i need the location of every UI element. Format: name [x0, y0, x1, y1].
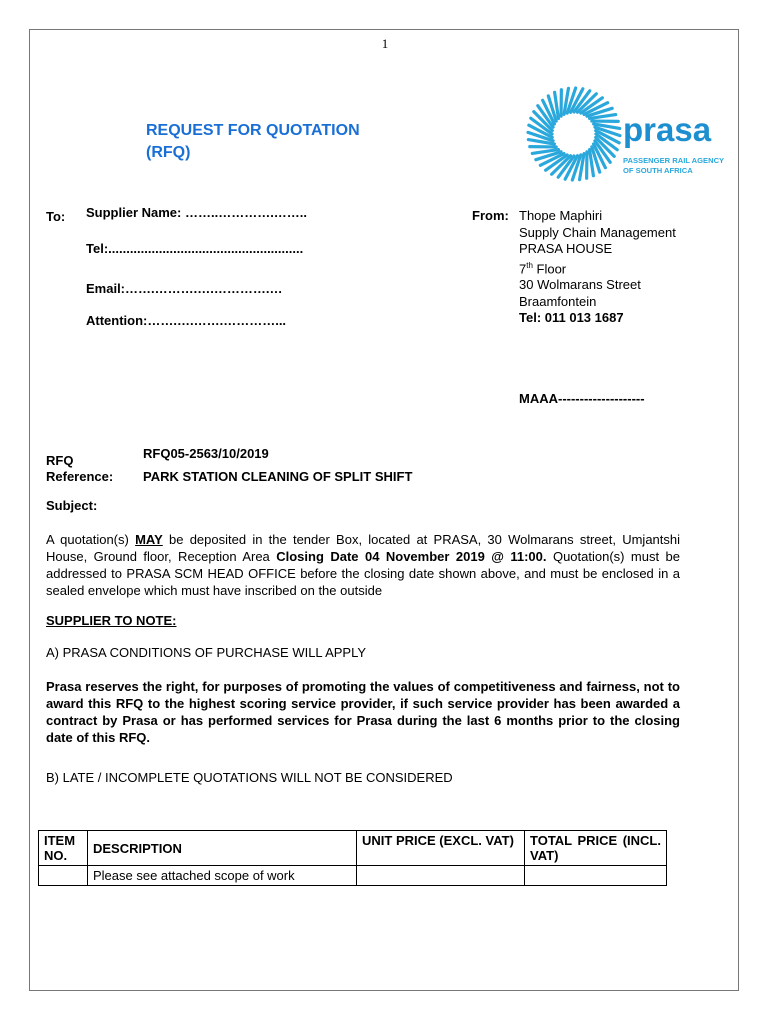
email-field: Email:…….……….….………….…	[86, 281, 283, 296]
condition-b: B) LATE / INCOMPLETE QUOTATIONS WILL NOT BE CONSIDERED	[46, 770, 453, 785]
from-tel: Tel: 011 013 1687	[519, 310, 624, 326]
reserve-paragraph: Prasa reserves the right, for purposes of promoting the values of competitiveness and fairness, not to award this RFQ to the highest scoring service provider, if such service provider has been awarded a contract by Prasa or has performed services for Prasa during the last 6 months prior to the closing date of this RFQ.	[46, 679, 680, 745]
may-emphasis: MAY	[135, 532, 163, 547]
reference-label: Reference:	[46, 469, 114, 484]
quotation-paragraph	[46, 531, 680, 599]
from-floor	[519, 258, 676, 278]
logo-brand-text: prasa	[623, 111, 712, 148]
floor-number: 7	[519, 260, 527, 276]
title-line-1: REQUEST FOR QUOTATION	[146, 122, 360, 139]
page-number: 1	[381, 36, 389, 51]
header-item-no: ITEM NO.	[39, 831, 88, 866]
supplier-note-heading: SUPPLIER TO NOTE:	[46, 613, 177, 628]
tel-field: Tel:......................................................	[86, 241, 304, 256]
header-unit-price: UNIT PRICE (EXCL. VAT)	[357, 831, 525, 866]
prasa-swirl-icon	[528, 88, 620, 180]
condition-a: A) PRASA CONDITIONS OF PURCHASE WILL APPLY	[46, 645, 367, 660]
table-row	[39, 866, 667, 886]
logo-tagline-2: OF SOUTH AFRICA	[623, 166, 693, 175]
supplier-name-field: Supplier Name: ……..………….……..	[86, 205, 308, 220]
rfq-title: PARK STATION CLEANING OF SPLIT SHIFT	[143, 469, 413, 484]
table-header-row	[39, 831, 667, 866]
cell-item-no	[39, 866, 88, 886]
from-suburb: Braamfontein	[519, 293, 597, 309]
from-label: From:	[472, 208, 509, 223]
header-description: DESCRIPTION	[88, 831, 357, 866]
title-line-2: (RFQ)	[146, 144, 191, 161]
header-total-price: TOTAL PRICE (INCL. VAT)	[525, 831, 667, 866]
floor-suffix: th	[526, 260, 533, 270]
quotation-table	[38, 830, 667, 886]
subject-label: Subject:	[46, 498, 98, 513]
closing-date: Closing Date 04 November 2019 @ 11:00.	[276, 549, 547, 564]
quotation-text-3: Quotation(s) must be addressed to PRASA SCM HEAD OFFICE before the closing date shown above, and must be enclosed in a sealed envelope which must have inscribed on the outside	[46, 549, 681, 598]
rfq-label: RFQ	[46, 453, 74, 468]
attention-field: Attention:…….….…….…………...	[86, 313, 287, 328]
logo-tagline-1: PASSENGER RAIL AGENCY	[623, 156, 725, 165]
cell-unit-price	[357, 866, 525, 886]
document-title	[146, 120, 360, 164]
maaa-reference: MAAA--------------------	[519, 391, 645, 406]
cell-description: Please see attached scope of work	[88, 866, 357, 886]
from-department: Supply Chain Management	[519, 224, 676, 240]
quotation-text-1: A quotation(s)	[46, 532, 136, 547]
rfq-number: RFQ05-2563/10/2019	[143, 446, 269, 461]
from-name: Thope Maphiri	[519, 208, 603, 223]
from-building: PRASA HOUSE	[519, 241, 613, 256]
quotation-text-2: be deposited in the tender Box, located at PRASA, 30 Wolmarans street, Umjantshi House, Ground floor, Reception Area	[46, 532, 681, 564]
cell-total-price	[525, 866, 667, 886]
from-address	[519, 208, 676, 327]
from-street: 30 Wolmarans Street	[519, 277, 641, 293]
floor-word: Floor	[532, 260, 567, 276]
prasa-logo	[526, 86, 726, 182]
to-label: To:	[46, 209, 66, 224]
